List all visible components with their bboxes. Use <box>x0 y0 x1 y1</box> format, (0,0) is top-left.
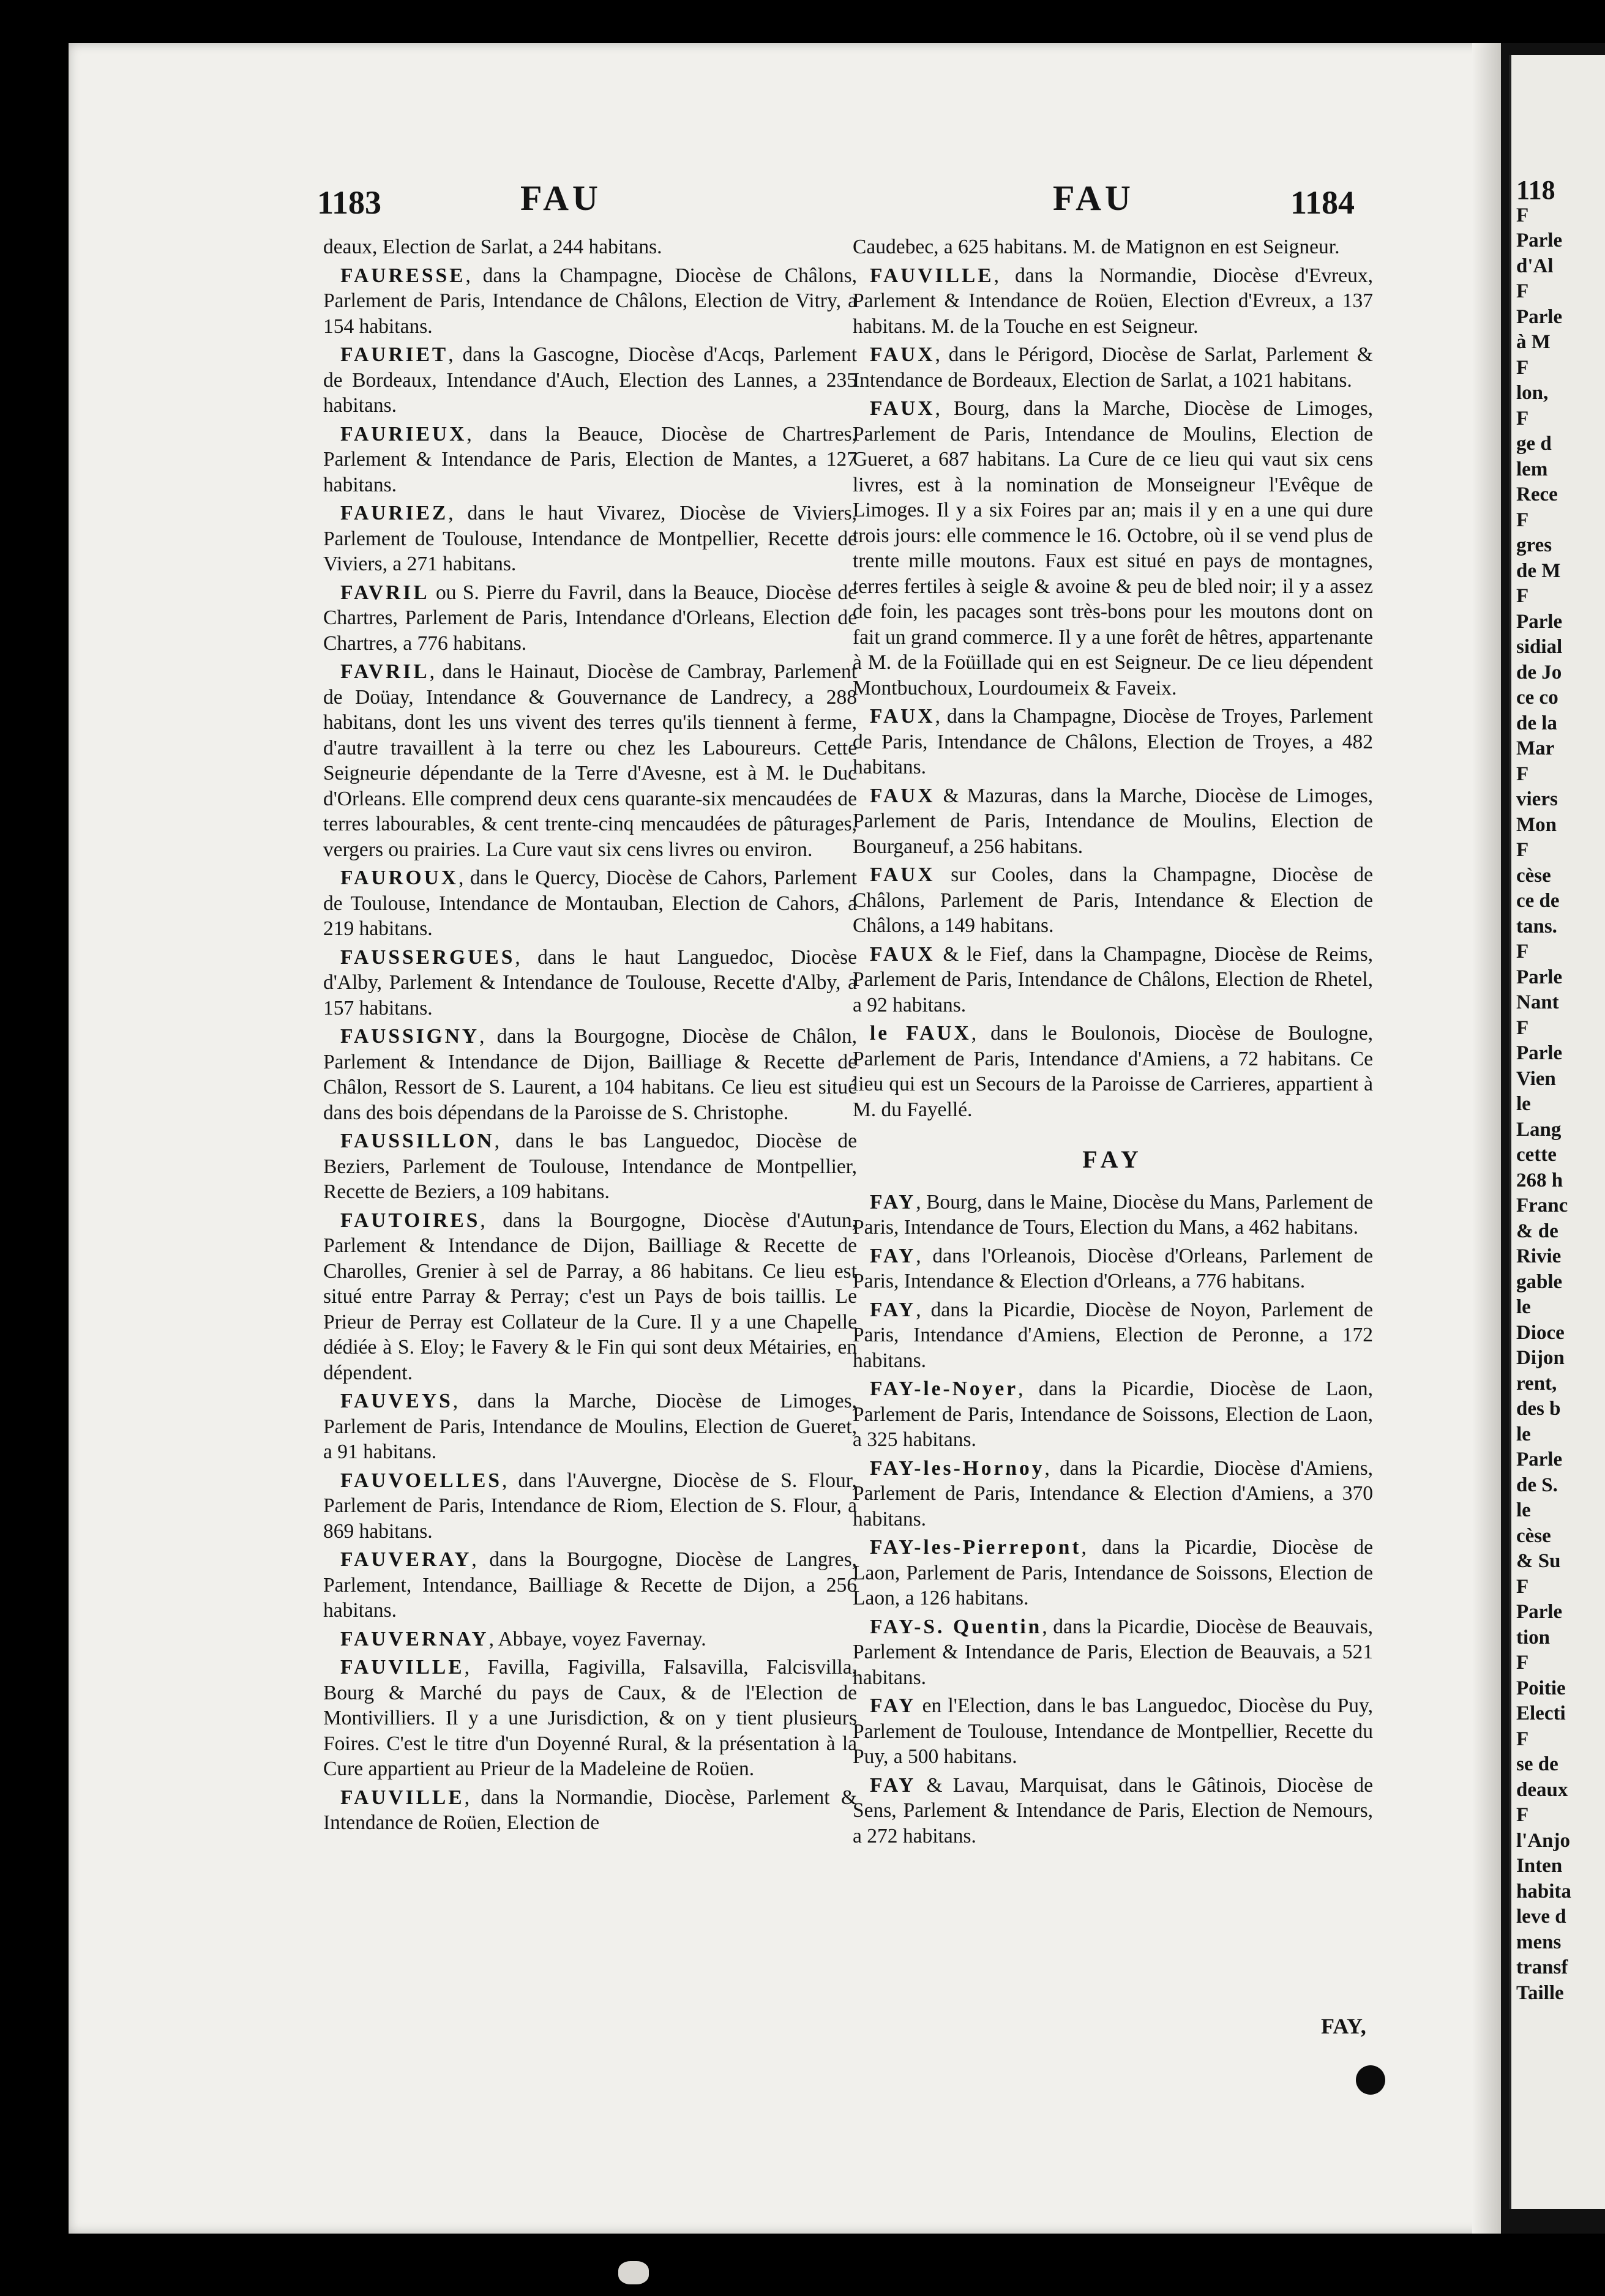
entry-headword: FAURIEUX <box>340 422 467 445</box>
next-page-line-fragment: à M <box>1516 331 1551 353</box>
dictionary-entry <box>853 942 1373 1018</box>
entry-text: , Bourg, dans la Marche, Diocèse de Limoges, Parlement de Paris, Intendance de Moulins, Election de Gueret, a 687 habitans. La Cure de ce lieu qui vaut six cens livres, est à la nomination de Monseigneur l'Evêque de Limoges. Il y a six Foires par an; mais il y en a une qui dure trois jours: elle commence le 16. Octobre, où il se vend plus de trente mille moutons. Faux est situé en pays de montagnes, terres fertiles à seigle & avoine & peu de bled noir; il y a assez de foin, les pacages sont très-bons pour les moutons dont on fait un grand commerce. Il y a une forêt de hêtres, appartenante à M. de la Foüillade qui en est Seigneur. De ce lieu dépendent Montbuchoux, Lourdoumeix & Faveix. <box>853 397 1373 699</box>
next-page-line-fragment: & Su <box>1516 1550 1561 1572</box>
next-page-line-fragment: Dioce <box>1516 1321 1565 1344</box>
next-page-line-fragment: des b <box>1516 1398 1561 1420</box>
entry-text: & le Fief, dans la Champagne, Diocèse de Reims, Parlement de Paris, Intendance de Châlons, Election de Rhetel, a 92 habitans. <box>853 942 1373 1016</box>
entry-headword: FAY-les-Hornoy <box>870 1456 1045 1480</box>
dictionary-entry <box>323 501 857 577</box>
next-page-line-fragment: d'Al <box>1516 255 1554 277</box>
dictionary-entry <box>853 704 1373 780</box>
dictionary-entry <box>853 1693 1373 1770</box>
entry-headword: FAUVILLE <box>340 1656 465 1679</box>
next-page-line-fragment: ge d <box>1516 433 1552 455</box>
dictionary-entry <box>853 1456 1373 1532</box>
entry-text: , dans la Gascogne, Diocèse d'Acqs, Parlement de Bordeaux, Intendance d'Auch, Election des Lannes, a 235 habitans. <box>323 343 857 417</box>
next-page-line-fragment: tans. <box>1516 915 1557 937</box>
entry-headword: FAUSSILLON <box>340 1130 495 1152</box>
entry-text: , dans la Champagne, Diocèse de Châlons, Parlement de Paris, Intendance de Châlons, Election de Vitry, a 154 habitans. <box>323 264 857 338</box>
entry-text: Caudebec, a 625 habitans. M. de Matignon en est Seigneur. <box>853 236 1340 258</box>
entry-text: , dans le Quercy, Diocèse de Cahors, Parlement de Toulouse, Intendance de Montauban, Election de Cahors, a 219 habitans. <box>323 867 857 940</box>
dictionary-entry <box>853 1021 1373 1122</box>
next-page-line-fragment: F <box>1516 280 1529 302</box>
entry-headword: FAUX <box>870 942 935 966</box>
next-page-line-fragment: Parle <box>1516 1448 1563 1470</box>
entry-headword: FAY <box>870 1298 916 1321</box>
entry-text: ou S. Pierre du Favril, dans la Beauce, Diocèse de Chartres, Parlement de Paris, Intendance d'Orleans, Election de Chartres, a 776 habitans. <box>323 581 857 655</box>
next-page-line-fragment: de M <box>1516 559 1561 582</box>
entry-text: , dans le Hainaut, Diocèse de Cambray, Parlement de Doüay, Intendance & Gouvernance de Landrecy, a 288 habitans, dont les uns vivent des terres qu'ils tiennent à ferme, d'autre travaillent à la terre ou chez les Laboureurs. Cette Seigneurie dépendante de la Terre d'Avesne, est à M. le Duc d'Orleans. Elle comprend deux cens quarante-six mencaudées de terres labourables, & cent trente-cinq mencaudées de pâturages, vergers ou prairies. La Cure vaut six cens livres ou environ. <box>323 660 857 861</box>
dictionary-entry <box>323 580 857 657</box>
entry-text: , dans l'Auvergne, Diocèse de S. Flour, Parlement de Paris, Intendance de Riom, Election de S. Flour, a 869 habitans. <box>323 1469 857 1543</box>
next-page-line-fragment: le <box>1516 1093 1531 1115</box>
dictionary-entry <box>323 1128 857 1205</box>
running-head-right: FAU <box>1053 178 1134 218</box>
next-page-line-fragment: le <box>1516 1296 1531 1318</box>
entry-headword: FAURIEZ <box>340 502 449 524</box>
entry-text: , dans l'Orleanois, Diocèse d'Orleans, Parlement de Paris, Intendance & Election d'Orleans, a 776 habitans. <box>853 1244 1373 1292</box>
page-number-right: 1184 <box>1290 184 1355 221</box>
entry-headword: FAY <box>870 1190 916 1213</box>
entry-headword: FAY-le-Noyer <box>870 1377 1019 1400</box>
dictionary-entry <box>853 1614 1373 1691</box>
entry-text: , dans le bas Languedoc, Diocèse de Beziers, Parlement de Toulouse, Intendance de Montpellier, Recette de Beziers, a 109 habitans. <box>323 1130 857 1203</box>
catchword: FAY, <box>1321 2014 1366 2038</box>
entry-text: , dans le Périgord, Diocèse de Sarlat, Parlement & Intendance de Bordeaux, Election de Sarlat, a 1021 habitans. <box>853 343 1373 392</box>
next-page-line-fragment: Vien <box>1516 1067 1556 1090</box>
next-page-line-fragment: ce co <box>1516 687 1558 709</box>
next-page-line-fragment: F <box>1516 1804 1529 1826</box>
next-page-line-fragment: F <box>1516 941 1529 963</box>
ink-blot <box>1356 2065 1385 2095</box>
next-page-line-fragment: F <box>1516 585 1529 607</box>
left-column <box>323 234 857 1839</box>
adjacent-page-fragment <box>1509 55 1605 2209</box>
next-page-line-fragment: Parle <box>1516 1042 1563 1064</box>
next-page-line-fragment: Rece <box>1516 483 1558 505</box>
dictionary-entry <box>323 1655 857 1782</box>
next-page-line-fragment: viers <box>1516 788 1558 810</box>
next-page-line-fragment: Poitie <box>1516 1677 1566 1699</box>
next-page-line-fragment: F <box>1516 1575 1529 1598</box>
next-page-line-fragment: cèse <box>1516 864 1551 887</box>
dictionary-entry <box>323 865 857 942</box>
dictionary-entry <box>853 1376 1373 1453</box>
next-page-line-fragment: gable <box>1516 1270 1563 1293</box>
next-page-line-fragment: deaux <box>1516 1778 1568 1801</box>
next-page-line-fragment: F <box>1516 762 1529 785</box>
next-page-line-fragment: F <box>1516 1016 1529 1039</box>
dictionary-entry <box>853 1297 1373 1374</box>
entry-headword: FAY <box>870 1773 916 1797</box>
dictionary-entry <box>853 783 1373 860</box>
next-page-line-fragment: lem <box>1516 458 1548 480</box>
next-page-line-fragment: de Jo <box>1516 661 1562 684</box>
entry-headword: FAUVILLE <box>870 264 994 287</box>
entry-text: , dans la Normandie, Diocèse, Parlement & Intendance de Roüen, Election de <box>323 1786 857 1834</box>
next-page-line-fragment: Parle <box>1516 229 1563 252</box>
entry-text: deaux, Election de Sarlat, a 244 habitans. <box>323 236 662 258</box>
next-page-line-fragment: F <box>1516 407 1529 430</box>
next-page-line-fragment: habita <box>1516 1880 1571 1903</box>
entry-headword: FAUX <box>870 705 935 728</box>
next-page-line-fragment: Parle <box>1516 966 1563 988</box>
dictionary-entry <box>323 1024 857 1125</box>
dictionary-entry <box>323 1468 857 1545</box>
dictionary-entry <box>323 422 857 498</box>
entry-text: , dans la Picardie, Diocèse de Beauvais, Parlement & Intendance de Paris, Election de Beauvais, a 521 habitans. <box>853 1615 1373 1689</box>
page-gutter <box>1472 43 1501 2234</box>
next-page-line-fragment: Mon <box>1516 813 1557 836</box>
dictionary-entry <box>853 342 1373 393</box>
dictionary-entry <box>323 263 857 340</box>
next-page-line-fragment: sidial <box>1516 636 1563 658</box>
dictionary-entry <box>323 945 857 1021</box>
dictionary-entry <box>323 1785 857 1836</box>
next-page-number: 118 <box>1516 175 1555 205</box>
dictionary-entry <box>853 1243 1373 1294</box>
entry-headword: FAUVOELLES <box>340 1469 502 1492</box>
entry-text: , dans la Picardie, Diocèse de Laon, Parlement de Paris, Intendance de Soissons, Election de Laon, a 325 habitans. <box>853 1377 1373 1451</box>
next-page-line-fragment: F <box>1516 509 1529 531</box>
entry-headword: FAURESSE <box>340 264 466 287</box>
entry-text: , dans la Champagne, Diocèse de Troyes, Parlement de Paris, Intendance de Châlons, Election de Troyes, a 482 habitans. <box>853 705 1373 778</box>
entry-headword: FAVRIL <box>340 660 430 683</box>
next-page-line-fragment: F <box>1516 839 1529 861</box>
right-column <box>853 234 1373 1852</box>
dictionary-entry <box>853 396 1373 701</box>
next-page-line-fragment: de la <box>1516 712 1557 734</box>
next-page-line-fragment: Lang <box>1516 1118 1562 1141</box>
next-page-line-fragment: gres <box>1516 534 1552 556</box>
entry-headword: FAUX <box>870 397 935 420</box>
page-number-left: 1183 <box>317 184 382 221</box>
next-page-line-fragment: F <box>1516 1728 1529 1750</box>
entry-text: , dans le haut Languedoc, Diocèse d'Alby, Parlement & Intendance de Toulouse, Recette d'Alby, a 157 habitans. <box>323 945 857 1019</box>
entry-text: , dans la Bourgogne, Diocèse de Langres, Parlement, Intendance, Bailliage & Recette de Dijon, a 256 habitans. <box>323 1548 857 1622</box>
entry-headword: FAUSSERGUES <box>340 945 515 969</box>
next-page-line-fragment: Dijon <box>1516 1347 1565 1369</box>
entry-text: , dans la Marche, Diocèse de Limoges, Parlement de Paris, Intendance de Moulins, Election de Gueret, a 91 habitans. <box>323 1390 857 1463</box>
entry-text: , dans le Boulonois, Diocèse de Boulogne, Parlement de Paris, Intendance d'Amiens, a 72 habitans. Ce lieu qui est un Secours de la Paroisse de Carrieres, appartient à M. du Fayellé. <box>853 1022 1373 1121</box>
entry-text: & Mazuras, dans la Marche, Diocèse de Limoges, Parlement de Paris, Intendance de Moulins, Election de Bourganeuf, a 256 habitans. <box>853 784 1373 858</box>
next-page-line-fragment: leve d <box>1516 1906 1566 1928</box>
dictionary-entry <box>323 1547 857 1623</box>
dictionary-entry <box>853 263 1373 340</box>
next-page-line-fragment: Mar <box>1516 737 1555 759</box>
entry-headword: FAUTOIRES <box>340 1209 481 1232</box>
dictionary-entry <box>323 1208 857 1386</box>
entry-text: , dans la Bourgogne, Diocèse de Châlon, Parlement & Intendance de Dijon, Bailliage & Recette de Châlon, Ressort de S. Laurent, a 104 habitans. Ce lieu est situé dans des bois dépendans de la Paroisse de S. Christophe. <box>323 1025 857 1124</box>
entry-headword: FAUVEYS <box>340 1390 453 1412</box>
entry-headword: FAUX <box>870 863 935 886</box>
next-page-line-fragment: Parle <box>1516 610 1563 633</box>
next-page-line-fragment: 268 h <box>1516 1169 1563 1191</box>
next-page-line-fragment: le <box>1516 1423 1531 1445</box>
entry-headword: FAURIET <box>340 343 449 366</box>
next-page-line-fragment: Nant <box>1516 991 1559 1013</box>
next-page-line-fragment: Taille <box>1516 1981 1564 2004</box>
dictionary-entry <box>853 1535 1373 1611</box>
entry-text: , dans la Bourgogne, Diocèse d'Autun, Parlement & Intendance de Dijon, Bailliage & Recette de Charolles, Grenier à sel de Parray, a 86 habitans. Ce lieu est situé entre Parray & Perray; c'est un Pays de bois taillis. Le Prieur de Perray est Collateur de la Cure. Il y a une Chapelle dédiée à S. Eloy; le Favery & le Fin qui sont deux Métairies, en dépendent. <box>323 1209 857 1384</box>
next-page-line-fragment: Franc <box>1516 1195 1568 1217</box>
next-page-line-fragment: transf <box>1516 1956 1568 1978</box>
next-page-line-fragment: Parle <box>1516 305 1563 328</box>
next-page-line-fragment: l'Anjo <box>1516 1829 1571 1852</box>
entry-headword: FAUVERNAY <box>340 1627 489 1650</box>
dictionary-entry <box>853 234 1373 260</box>
scan-stain <box>618 2261 649 2284</box>
entry-text: , Abbaye, voyez Favernay. <box>488 1627 706 1650</box>
entry-headword: FAY <box>870 1694 916 1717</box>
section-heading: FAY <box>1082 1146 1143 1173</box>
entry-headword: FAVRIL <box>340 581 430 604</box>
entry-headword: FAUVILLE <box>340 1786 465 1809</box>
entry-headword: FAUVERAY <box>340 1548 472 1571</box>
next-page-line-fragment: mens <box>1516 1931 1562 1953</box>
next-page-line-fragment: le <box>1516 1499 1531 1521</box>
dictionary-entry <box>323 234 857 260</box>
dictionary-entry <box>323 659 857 862</box>
next-page-line-fragment: & de <box>1516 1220 1558 1242</box>
entry-text: , dans la Normandie, Diocèse d'Evreux, Parlement & Intendance de Roüen, Election d'Evreux, a 137 habitans. M. de la Touche en est Seigneur. <box>853 264 1373 338</box>
entry-text: , dans la Beauce, Diocèse de Chartres, Parlement & Intendance de Paris, Election de Mantes, a 127 habitans. <box>323 422 857 496</box>
dictionary-entry <box>853 862 1373 939</box>
entry-headword: FAUSSIGNY <box>340 1025 480 1048</box>
next-page-line-fragment: F <box>1516 356 1529 379</box>
next-page-line-fragment: lon, <box>1516 382 1549 404</box>
entry-headword: FAY-S. Quentin <box>870 1615 1042 1638</box>
entry-text: sur Cooles, dans la Champagne, Diocèse de Châlons, Parlement de Paris, Intendance & Election de Châlons, a 149 habitans. <box>853 863 1373 937</box>
entry-headword: le FAUX <box>870 1022 971 1045</box>
dictionary-entry <box>323 342 857 419</box>
entry-headword: FAUROUX <box>340 867 458 889</box>
next-page-line-fragment: ce de <box>1516 890 1560 912</box>
entry-headword: FAY <box>870 1244 916 1267</box>
entry-text: , dans la Picardie, Diocèse d'Amiens, Parlement de Paris, Intendance & Election d'Amiens, a 370 habitans. <box>853 1456 1373 1530</box>
dictionary-entry <box>323 1388 857 1465</box>
entry-text: , Bourg, dans le Maine, Diocèse du Mans, Parlement de Paris, Intendance de Tours, Election du Mans, a 462 habitans. <box>853 1190 1373 1239</box>
next-page-line-fragment: F <box>1516 204 1529 226</box>
dictionary-entry <box>323 1627 857 1652</box>
next-page-line-fragment: tion <box>1516 1626 1551 1649</box>
next-page-line-fragment: Electi <box>1516 1702 1566 1724</box>
entry-text: , Favilla, Fagivilla, Falsavilla, Falcisvilla, Bourg & Marché du pays de Caux, & de l'Election de Montivilliers. Il y a une Jurisdiction, & on y tient plusieurs Foires. C'est le titre d'un Doyenné Rural, & la présentation à la Cure appartient au Prieur de la Madeleine de Roüen. <box>323 1656 857 1780</box>
next-page-line-fragment: Rivie <box>1516 1245 1562 1267</box>
entry-headword: FAY-les-Pierrepont <box>870 1536 1082 1559</box>
entry-text: , dans la Picardie, Diocèse de Laon, Parlement de Paris, Intendance de Soissons, Election de Laon, a 126 habitans. <box>853 1536 1373 1609</box>
next-page-line-fragment: Parle <box>1516 1601 1563 1623</box>
next-page-line-fragment: cèse <box>1516 1524 1551 1547</box>
dictionary-entry <box>853 1773 1373 1849</box>
next-page-line-fragment: cette <box>1516 1144 1557 1166</box>
next-page-line-fragment: de S. <box>1516 1474 1558 1496</box>
running-head-left: FAU <box>520 178 602 218</box>
next-page-line-fragment: F <box>1516 1652 1529 1674</box>
entry-headword: FAUX <box>870 784 935 807</box>
dictionary-entry <box>853 1190 1373 1240</box>
entry-headword: FAUX <box>870 343 935 366</box>
next-page-line-fragment: Inten <box>1516 1855 1563 1877</box>
next-page-line-fragment: se de <box>1516 1753 1558 1775</box>
entry-text: , dans la Picardie, Diocèse de Noyon, Parlement de Paris, Intendance d'Amiens, Election de Peronne, a 172 habitans. <box>853 1298 1373 1372</box>
next-page-line-fragment: rent, <box>1516 1372 1557 1395</box>
entry-text: en l'Election, dans le bas Languedoc, Diocèse du Puy, Parlement de Toulouse, Intendance de Montpellier, Recette du Puy, a 500 habitans. <box>853 1694 1373 1768</box>
entry-text: & Lavau, Marquisat, dans le Gâtinois, Diocèse de Sens, Parlement & Intendance de Paris, Election de Nemours, a 272 habitans. <box>853 1773 1373 1847</box>
entry-text: , dans le haut Vivarez, Diocèse de Viviers, Parlement de Toulouse, Intendance de Montpellier, Recette de Viviers, a 271 habitans. <box>323 502 857 575</box>
